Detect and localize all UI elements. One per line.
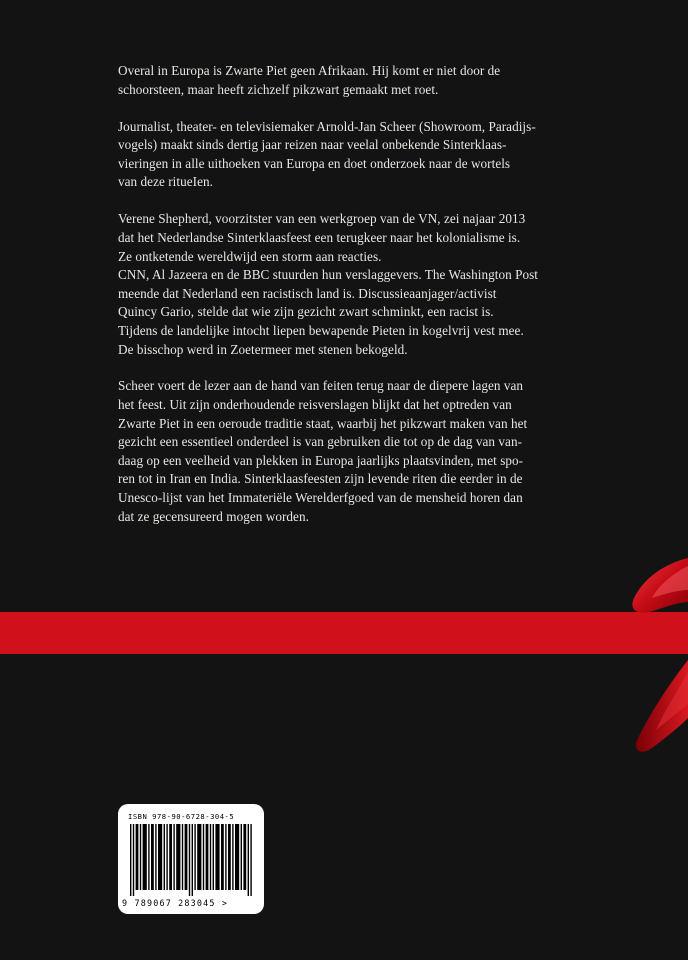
text-line: Tijdens de landelijke intocht liepen bewapende Pieten in kogelvrij vest mee. (118, 322, 524, 338)
back-cover-text (118, 62, 558, 545)
text-line: meende dat Nederland een racistisch land is. Discussieaanjager/activist (118, 285, 497, 301)
text-line: van deze ritueIen. (118, 174, 213, 190)
text-line: ren tot in Iran en India. Sinterklaasfeesten zijn levende riten die eerder in de (118, 471, 523, 487)
text-line: Zwarte Piet in een oeroude traditie staat, waarbij het pikzwart maken van het (118, 415, 528, 431)
text-line: Unesco-lijst van het Immateriële Werelderfgoed van de mensheid horen dan (118, 490, 523, 506)
paragraph-4 (118, 377, 558, 526)
text-line: Scheer voert de lezer aan de hand van feiten terug naar de diepere lagen van (118, 378, 524, 394)
text-line: schoorsteen, maar heeft zichzelf pikzwart gemaakt met roet. (118, 81, 439, 97)
paragraph-1 (118, 62, 558, 99)
isbn-barcode (118, 804, 264, 914)
text-line: dat ze gecensureerd mogen worden. (118, 508, 309, 524)
paragraph-3 (118, 210, 558, 359)
text-line: De bisschop werd in Zoetermeer met stenen bekogeld. (118, 341, 408, 357)
text-line: Journalist, theater- en televisiemaker Arnold-Jan Scheer (Showroom, Paradijs- (118, 118, 536, 134)
barcode-digits: 9 789067 283045 > (122, 898, 229, 908)
text-line: Overal in Europa is Zwarte Piet geen Afrikaan. Hij komt er niet door de (118, 63, 501, 78)
text-line: vieringen in alle uithoeken van Europa en doet onderzoek naar de wortels (118, 155, 511, 171)
text-line: Ze ontketende wereldwijd een storm aan reacties. (118, 248, 382, 264)
text-line: CNN, Al Jazeera en de BBC stuurden hun verslaggevers. The Washington Post (118, 267, 538, 283)
paragraph-2 (118, 118, 558, 192)
text-line: vogels) maakt sinds dertig jaar reizen naar veelal onbekende Sinterklaas- (118, 137, 507, 153)
text-line: het feest. Uit zijn onderhoudende reisverslagen blijkt dat het optreden van (118, 397, 512, 413)
barcode-bars (130, 824, 252, 896)
text-line: dat het Nederlandse Sinterklaasfeest een terugkeer naar het kolonialisme is. (118, 229, 521, 245)
text-line: daag op een veelheid van plekken in Europa jaarlijks plaatsvinden, met spo- (118, 452, 524, 468)
isbn-label: ISBN 978-90-6728-304-5 (128, 812, 235, 821)
text-line: Quincy Gario, stelde dat wie zijn gezicht zwart schminkt, een racist is. (118, 304, 494, 320)
ribbon-bow-graphic (560, 540, 688, 780)
text-line: Verene Shepherd, voorzitster van een werkgroep van de VN, zei najaar 2013 (118, 211, 526, 227)
text-line: gezicht een essentieel onderdeel is van gebruiken die tot op de dag van van- (118, 434, 523, 450)
